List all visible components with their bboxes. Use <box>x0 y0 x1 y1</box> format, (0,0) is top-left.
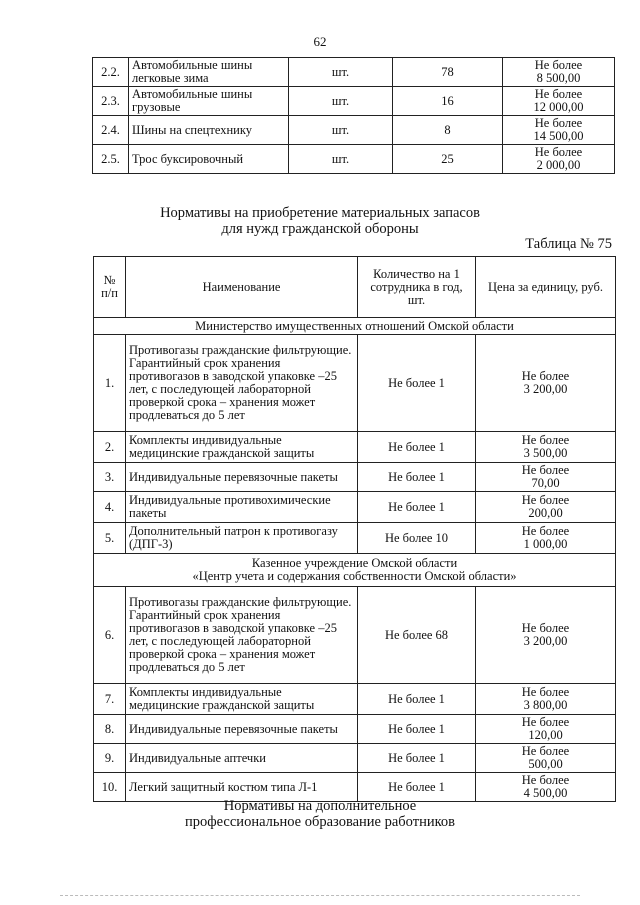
unit: шт. <box>289 58 393 87</box>
section2-title <box>0 798 640 830</box>
group-title-line: Министерство имущественных отношений Омской области <box>195 318 514 333</box>
row-number: 8. <box>94 715 126 744</box>
quantity: 16 <box>393 87 503 116</box>
price-prefix: Не более <box>534 58 583 72</box>
header-qty: Количество на 1 сотрудника в год, шт. <box>358 257 476 318</box>
scan-artifact <box>60 895 580 900</box>
price-prefix: Не более <box>534 87 583 101</box>
header-price: Цена за единицу, руб. <box>476 257 616 318</box>
price-value: 4 500,00 <box>523 786 568 800</box>
item-name: Индивидуальные перевязочные пакеты <box>126 715 358 744</box>
item-name: Легкий защитный костюм типа Л-1 <box>126 773 358 802</box>
quantity: Не более 68 <box>358 587 476 684</box>
item-name: Автомобильные шины грузовые <box>129 87 289 116</box>
price-cell <box>476 715 616 744</box>
price-cell <box>503 145 615 174</box>
quantity: Не более 1 <box>358 684 476 715</box>
row-number: 10. <box>94 773 126 802</box>
quantity: 78 <box>393 58 503 87</box>
price-value: 12 000,00 <box>533 100 584 114</box>
item-name: Шины на спецтехнику <box>129 116 289 145</box>
row-number: 1. <box>94 335 126 432</box>
quantity: Не более 1 <box>358 335 476 432</box>
table-row <box>94 587 616 684</box>
row-number: 7. <box>94 684 126 715</box>
price-cell <box>476 744 616 773</box>
price-value: 3 800,00 <box>523 698 568 712</box>
group-row <box>94 554 616 587</box>
price-value: 3 500,00 <box>523 446 568 460</box>
table-75 <box>93 256 616 802</box>
quantity: Не более 1 <box>358 432 476 463</box>
table-row <box>94 492 616 523</box>
price-prefix: Не более <box>521 463 570 477</box>
price-prefix: Не более <box>521 744 570 758</box>
table-row <box>94 432 616 463</box>
price-value: 3 200,00 <box>523 634 568 648</box>
table-row <box>94 523 616 554</box>
price-cell <box>476 587 616 684</box>
price-value: 8 500,00 <box>536 71 581 85</box>
table-row <box>94 684 616 715</box>
quantity: Не более 1 <box>358 744 476 773</box>
quantity: Не более 1 <box>358 463 476 492</box>
group-title-line: «Центр учета и содержания собственности Омской области» <box>192 569 517 583</box>
row-number: 3. <box>94 463 126 492</box>
price-prefix: Не более <box>521 493 570 507</box>
table-label: Таблица № 75 <box>525 236 612 252</box>
section2-title-line2: профессиональное образование работников <box>184 814 455 830</box>
row-number: 4. <box>94 492 126 523</box>
header-name: Наименование <box>126 257 358 318</box>
price-cell <box>476 684 616 715</box>
section-title-line2: для нужд гражданской обороны <box>221 221 419 237</box>
price-prefix: Не более <box>521 433 570 447</box>
price-value: 200,00 <box>528 506 563 520</box>
quantity: 8 <box>393 116 503 145</box>
price-cell <box>476 335 616 432</box>
price-prefix: Не более <box>521 524 570 538</box>
unit: шт. <box>289 145 393 174</box>
unit: шт. <box>289 116 393 145</box>
group-title <box>94 554 616 587</box>
price-value: 3 200,00 <box>523 382 568 396</box>
quantity: Не более 1 <box>358 773 476 802</box>
price-cell <box>503 116 615 145</box>
item-name: Автомобильные шины легковые зима <box>129 58 289 87</box>
group-row <box>94 318 616 335</box>
price-prefix: Не более <box>521 715 570 729</box>
row-number: 2.4. <box>93 116 129 145</box>
row-number: 5. <box>94 523 126 554</box>
price-cell <box>476 432 616 463</box>
item-name: Индивидуальные противохимические пакеты <box>126 492 358 523</box>
price-prefix: Не более <box>521 773 570 787</box>
item-name: Трос буксировочный <box>129 145 289 174</box>
quantity: Не более 1 <box>358 492 476 523</box>
row-number: 2. <box>94 432 126 463</box>
header-num: № п/п <box>94 257 126 318</box>
group-title-line: Казенное учреждение Омской области <box>251 556 458 570</box>
item-name: Дополнительный патрон к противогазу (ДПГ-3) <box>126 523 358 554</box>
table-row <box>94 463 616 492</box>
row-number: 2.3. <box>93 87 129 116</box>
price-cell <box>476 463 616 492</box>
item-name: Противогазы гражданские фильтрующие. Гарантийный срок хранения противогазов в заводской упаковке –25 лет, с последующей лабораторной проверкой срока – хранения может продлеваться до 5 лет <box>126 335 358 432</box>
price-prefix: Не более <box>534 116 583 130</box>
price-cell <box>503 58 615 87</box>
quantity: Не более 1 <box>358 715 476 744</box>
row-number: 2.5. <box>93 145 129 174</box>
price-value: 120,00 <box>528 728 563 742</box>
price-value: 14 500,00 <box>533 129 584 143</box>
section-title <box>0 205 640 237</box>
price-cell <box>476 523 616 554</box>
table-row <box>94 335 616 432</box>
price-value: 2 000,00 <box>536 158 581 172</box>
item-name: Индивидуальные перевязочные пакеты <box>126 463 358 492</box>
group-title <box>94 318 616 335</box>
price-cell <box>476 492 616 523</box>
quantity: 25 <box>393 145 503 174</box>
item-name: Комплекты индивидуальные медицинские гражданской защиты <box>126 432 358 463</box>
section-title-line1: Нормативы на приобретение материальных запасов <box>160 205 480 221</box>
price-value: 1 000,00 <box>523 537 568 551</box>
table-row <box>94 744 616 773</box>
price-prefix: Не более <box>521 685 570 699</box>
table-row <box>93 58 615 87</box>
page-number: 62 <box>313 34 327 49</box>
item-name: Индивидуальные аптечки <box>126 744 358 773</box>
section2-title-line1: Нормативы на дополнительное <box>223 798 417 814</box>
price-prefix: Не более <box>521 369 570 383</box>
table-row <box>93 116 615 145</box>
row-number: 2.2. <box>93 58 129 87</box>
row-number: 9. <box>94 744 126 773</box>
table-row <box>93 87 615 116</box>
row-number: 6. <box>94 587 126 684</box>
table-row <box>94 715 616 744</box>
item-name: Противогазы гражданские фильтрующие. Гарантийный срок хранения противогазов в заводской упаковке –25 лет, с последующей лабораторной проверкой срока – хранения может продлеваться до 5 лет <box>126 587 358 684</box>
table-row <box>93 145 615 174</box>
price-value: 500,00 <box>528 757 563 771</box>
item-name: Комплекты индивидуальные медицинские гражданской защиты <box>126 684 358 715</box>
price-value: 70,00 <box>531 476 560 490</box>
price-prefix: Не более <box>521 621 570 635</box>
unit: шт. <box>289 87 393 116</box>
price-cell <box>503 87 615 116</box>
price-prefix: Не более <box>534 145 583 159</box>
continuation-table <box>92 57 615 174</box>
quantity: Не более 10 <box>358 523 476 554</box>
